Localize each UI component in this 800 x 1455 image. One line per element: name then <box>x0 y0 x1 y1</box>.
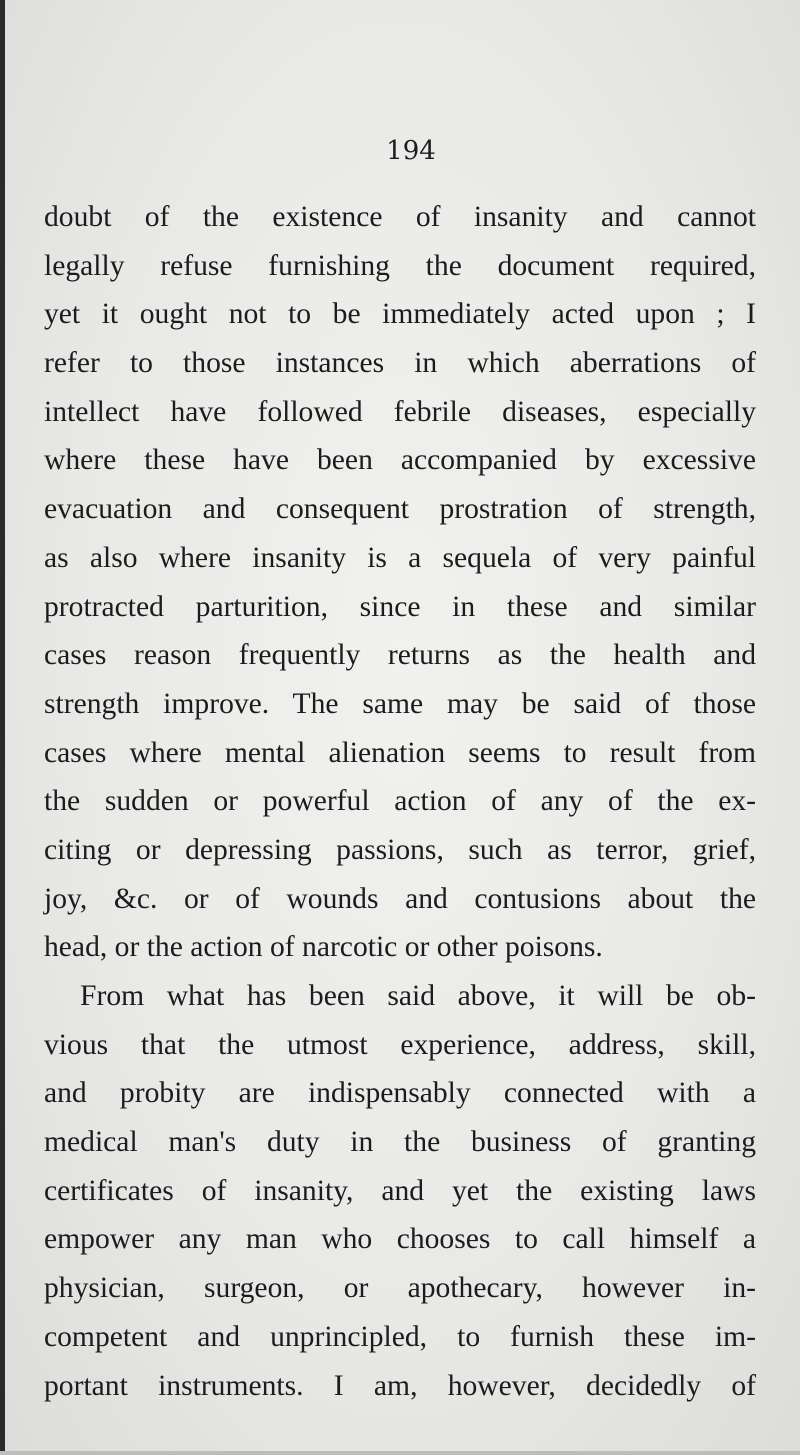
text-line: joy, &c. or of wounds and contusions about the <box>44 882 756 915</box>
text-line: as also where insanity is a sequela of very painful <box>44 541 756 574</box>
text-line: portant instruments. I am, however, decidedly of <box>44 1369 756 1402</box>
text-line: vious that the utmost experience, address, skill, <box>44 1028 756 1061</box>
text-line: where these have been accompanied by excessive <box>44 444 756 477</box>
text-line: strength improve. The same may be said of those <box>44 687 756 720</box>
page-body-text <box>44 193 756 1410</box>
text-line: certificates of insanity, and yet the existing laws <box>44 1174 756 1207</box>
text-line: medical man's duty in the business of granting <box>44 1126 756 1159</box>
text-line: the sudden or powerful action of any of the ex- <box>44 785 756 818</box>
text-line: and probity are indispensably connected with a <box>44 1077 756 1110</box>
page-edge-shadow <box>0 0 5 1455</box>
text-line: intellect have followed febrile diseases, especially <box>44 395 756 428</box>
text-line: head, or the action of narcotic or other poisons. <box>44 931 603 964</box>
text-line: competent and unprincipled, to furnish these im- <box>44 1320 756 1353</box>
text-line: citing or depressing passions, such as terror, grief, <box>44 833 756 866</box>
text-line: refer to those instances in which aberrations of <box>44 347 756 380</box>
text-line: doubt of the existence of insanity and cannot <box>44 201 756 233</box>
page-number: 194 <box>386 136 436 166</box>
text-line: empower any man who chooses to call himself a <box>44 1223 756 1256</box>
text-line: evacuation and consequent prostration of strength, <box>44 493 756 526</box>
text-line: physician, surgeon, or apothecary, however in- <box>44 1272 756 1305</box>
paragraph-first-line: From what has been said above, it will be ob- <box>80 980 756 1012</box>
text-line: yet it ought not to be immediately acted upon ; I <box>44 298 756 331</box>
text-line: cases reason frequently returns as the health and <box>44 639 756 672</box>
text-line: cases where mental alienation seems to result from <box>44 736 756 769</box>
text-line: protracted parturition, since in these and similar <box>44 590 756 623</box>
text-line: legally refuse furnishing the document required, <box>44 249 756 282</box>
page-bottom-edge <box>0 1451 800 1455</box>
